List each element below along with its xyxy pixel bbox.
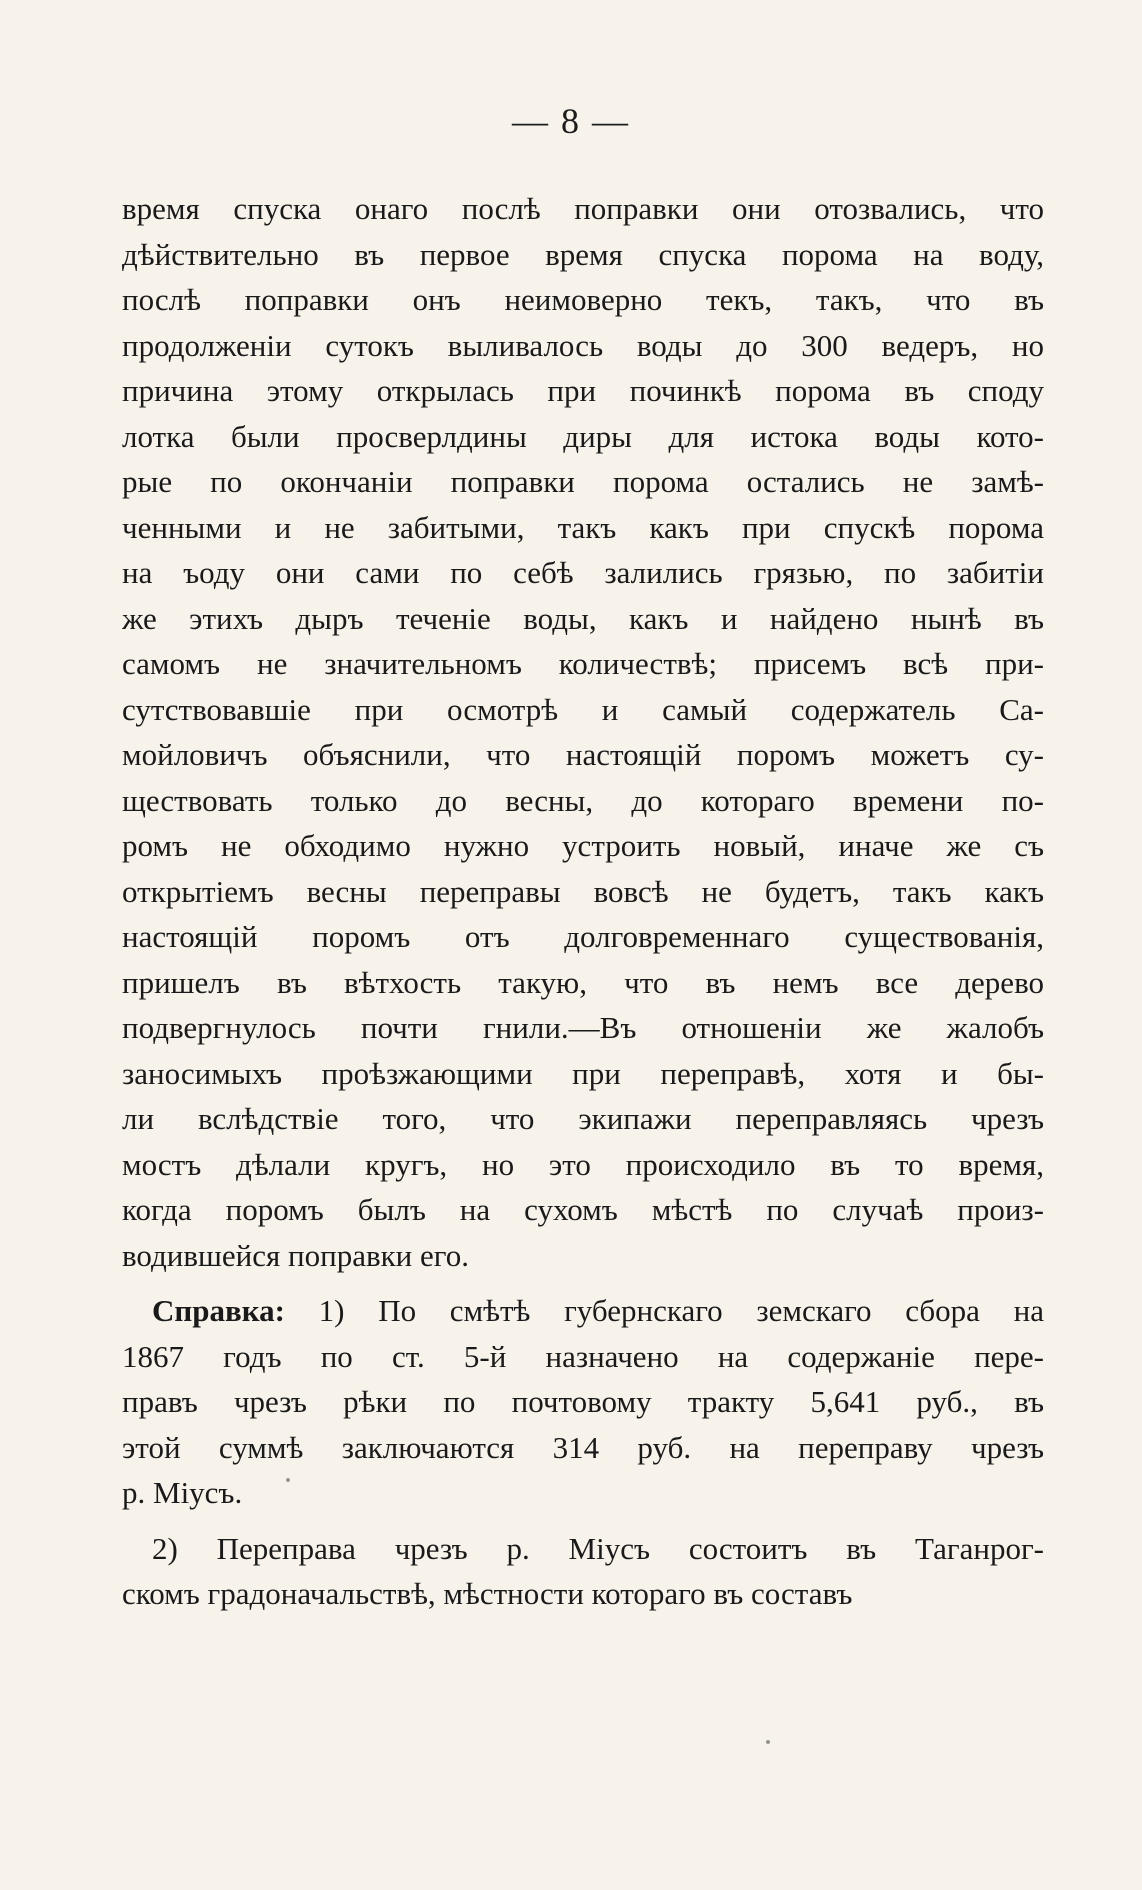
text-line bbox=[122, 914, 1044, 960]
text-line bbox=[122, 323, 1044, 369]
text-line bbox=[122, 505, 1044, 551]
text-line bbox=[122, 1005, 1044, 1051]
line-text: 1867 годъ по ст. 5-й назначено на содержанiе пере- bbox=[122, 1338, 1044, 1374]
text-line bbox=[122, 1288, 1044, 1334]
text-line bbox=[122, 1051, 1044, 1097]
text-line bbox=[122, 732, 1044, 778]
line-text: ли вслѣдствiе того, что экипажи переправляясь чрезъ bbox=[122, 1101, 1044, 1136]
line-text: когда поромъ былъ на сухомъ мѣстѣ по случаѣ произ- bbox=[122, 1192, 1044, 1227]
line-text: ромъ не обходимо нужно устроить новый, иначе же съ bbox=[122, 828, 1044, 863]
text-line bbox=[122, 186, 1044, 232]
line-text: время спуска онаго послѣ поправки они отозвались, что bbox=[122, 191, 1044, 226]
line-text: самомъ не значительномъ количествѣ; присемъ всѣ при- bbox=[122, 646, 1044, 681]
line-text: этой суммѣ заключаются 314 руб. на переправу чрезъ bbox=[122, 1429, 1044, 1465]
text-line bbox=[122, 687, 1044, 733]
line-text: открытiемъ весны переправы вовсѣ не будетъ, такъ какъ bbox=[122, 873, 1044, 909]
line-text: мостъ дѣлали кругъ, но это происходило въ то время, bbox=[122, 1146, 1044, 1182]
ink-speck bbox=[766, 1740, 770, 1744]
line-text: р. Мiусъ. bbox=[122, 1475, 243, 1510]
text-line bbox=[122, 596, 1044, 642]
line-text: лотка были просверлдины диры для истока воды кото- bbox=[122, 418, 1044, 454]
line-text: водившейся поправки его. bbox=[122, 1237, 469, 1273]
text-line bbox=[122, 1571, 1044, 1617]
text-line bbox=[122, 960, 1044, 1006]
text-line bbox=[122, 1334, 1044, 1380]
ink-speck bbox=[286, 1478, 290, 1482]
line-text: скомъ градоначальствѣ, мѣстности котораго въ составъ bbox=[122, 1576, 853, 1611]
line-text: дѣйствительно въ первое время спуска порома на воду, bbox=[122, 236, 1044, 272]
line-text: послѣ поправки онъ неимоверно текъ, такъ, что въ bbox=[122, 282, 1044, 317]
line-text: ченными и не забитыми, такъ какъ при спускѣ порома bbox=[122, 509, 1044, 545]
line-text: пришелъ въ вѣтхость такую, что въ немъ все дерево bbox=[122, 964, 1044, 1000]
paragraph-item-2 bbox=[122, 1526, 1044, 1617]
text-line bbox=[122, 277, 1044, 323]
text-line bbox=[122, 1233, 1044, 1279]
text-line bbox=[122, 550, 1044, 596]
text-line bbox=[122, 1096, 1044, 1142]
text-line bbox=[122, 459, 1044, 505]
text-line bbox=[122, 368, 1044, 414]
text-line bbox=[122, 414, 1044, 460]
line-text: 1) По смѣтѣ губернскаго земскаго сбора на bbox=[284, 1293, 1044, 1328]
line-text: рые по окончанiи поправки порома остались не замѣ- bbox=[122, 464, 1044, 499]
line-text: сутствовавшiе при осмотрѣ и самый содержатель Са- bbox=[122, 691, 1044, 727]
page-number: — 8 — bbox=[512, 101, 630, 141]
paragraph-main bbox=[122, 186, 1044, 1278]
line-text: заносимыхъ проѣзжающими при переправѣ, хотя и бы- bbox=[122, 1055, 1044, 1091]
text-line bbox=[122, 1379, 1044, 1425]
spravka-label: Справка: bbox=[152, 1293, 285, 1328]
text-line bbox=[122, 1470, 1044, 1516]
line-text: подвергнулось почти гнили.—Въ отношенiи же жалобъ bbox=[122, 1010, 1044, 1045]
line-text: причина этому открылась при починкѣ порома въ споду bbox=[122, 373, 1044, 408]
line-text: ществовать только до весны, до котораго времени по- bbox=[122, 782, 1044, 818]
paragraph-spravka bbox=[122, 1288, 1044, 1516]
line-text: продолженiи сутокъ выливалось воды до 300 ведеръ, но bbox=[122, 327, 1044, 363]
text-line bbox=[122, 1142, 1044, 1188]
text-line bbox=[122, 869, 1044, 915]
text-line bbox=[122, 641, 1044, 687]
text-line bbox=[122, 1187, 1044, 1233]
text-line bbox=[122, 778, 1044, 824]
text-line bbox=[122, 1425, 1044, 1471]
line-text: же этихъ дыръ теченiе воды, какъ и найдено нынѣ въ bbox=[122, 600, 1044, 636]
line-text: 2) Переправа чрезъ р. Мiусъ состоитъ въ Таганрог- bbox=[152, 1530, 1044, 1566]
line-text: мойловичъ объяснили, что настоящiй поромъ можетъ су- bbox=[122, 737, 1044, 772]
line-text: правъ чрезъ рѣки по почтовому тракту 5,641 руб., въ bbox=[122, 1384, 1044, 1419]
text-line bbox=[122, 232, 1044, 278]
line-text: на ъоду они сами по себѣ залились грязью, по забитiи bbox=[122, 555, 1044, 590]
text-line bbox=[122, 823, 1044, 869]
line-text: настоящiй поромъ отъ долговременнаго существованiя, bbox=[122, 919, 1044, 954]
text-line bbox=[122, 1526, 1044, 1572]
body-text bbox=[122, 186, 1044, 1617]
